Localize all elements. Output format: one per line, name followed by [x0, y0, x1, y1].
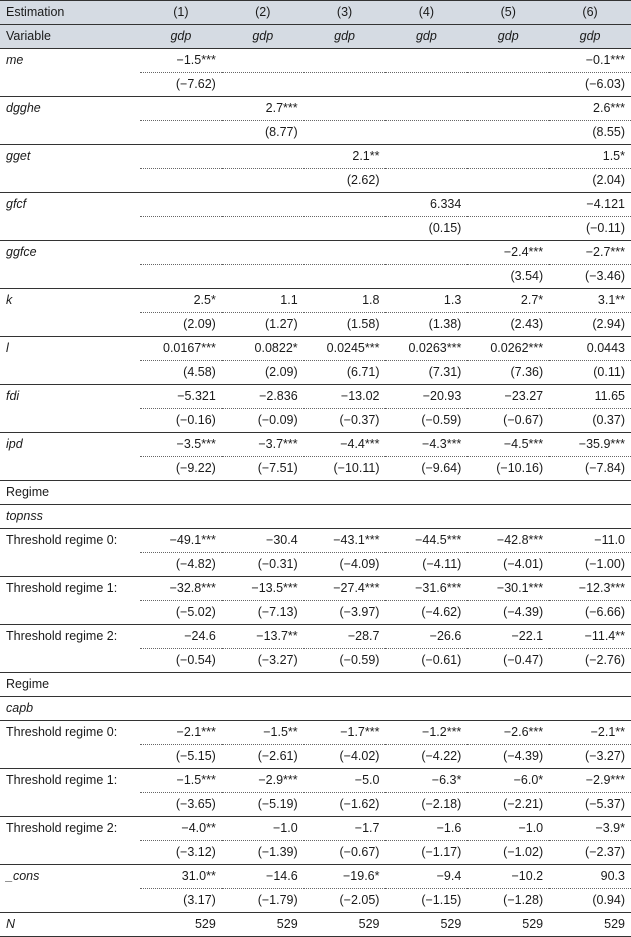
t-statistic-cell: (−2.61)	[222, 745, 304, 769]
row-label: gget	[6, 149, 31, 164]
column-number: (5)	[467, 1, 549, 25]
t-statistic-cell: (−1.28)	[467, 889, 549, 913]
t-statistic-cell: (1.38)	[385, 313, 467, 337]
coefficient-cell: −6.3*	[385, 769, 467, 793]
coefficient-cell: −0.1***	[549, 49, 631, 73]
coefficient-cell: −22.1	[467, 625, 549, 649]
coefficient-cell: −11.0	[549, 529, 631, 553]
coefficient-cell	[385, 145, 467, 169]
coefficient-cell	[140, 193, 222, 217]
regime-section-row	[0, 673, 631, 697]
regime-variable-row	[0, 697, 631, 721]
coefficient-cell: −1.0	[222, 817, 304, 841]
t-statistic-cell: (4.58)	[140, 361, 222, 385]
coefficient-cell	[140, 97, 222, 121]
t-statistic-cell: (−0.16)	[140, 409, 222, 433]
t-statistic-row	[0, 553, 631, 577]
regime-variable-row	[0, 505, 631, 529]
t-statistic-row	[0, 601, 631, 625]
coefficient-cell	[304, 97, 386, 121]
coefficient-cell	[467, 145, 549, 169]
t-statistic-cell	[222, 265, 304, 289]
coefficient-cell: −2.836	[222, 385, 304, 409]
dependent-variable: gdp	[222, 25, 304, 49]
coefficient-cell: 2.6***	[549, 97, 631, 121]
dependent-variable: gdp	[304, 25, 386, 49]
regime-label: Regime	[0, 673, 631, 697]
t-statistic-row	[0, 217, 631, 241]
row-label-empty	[0, 121, 140, 145]
t-statistic-cell	[467, 169, 549, 193]
row-label: k	[6, 293, 13, 308]
row-label: Threshold regime 0:	[6, 533, 118, 548]
coefficient-cell: 0.0443	[549, 337, 631, 361]
coefficient-cell	[140, 241, 222, 265]
row-label-empty	[0, 649, 140, 673]
dependent-variable: gdp	[140, 25, 222, 49]
coefficient-cell	[222, 193, 304, 217]
t-statistic-cell	[467, 121, 549, 145]
coefficient-cell: −19.6*	[304, 865, 386, 889]
coefficient-row	[0, 241, 631, 265]
t-statistic-cell: (−3.27)	[222, 649, 304, 673]
regime-label: Regime	[0, 481, 631, 505]
coefficient-cell: 3.1**	[549, 289, 631, 313]
row-label-empty	[0, 313, 140, 337]
t-statistic-cell: (8.55)	[549, 121, 631, 145]
coefficient-cell	[385, 97, 467, 121]
t-statistic-cell	[222, 73, 304, 97]
coefficient-cell: 0.0245***	[304, 337, 386, 361]
t-statistic-cell: (7.31)	[385, 361, 467, 385]
t-statistic-cell: (−5.19)	[222, 793, 304, 817]
observations-cell: 529	[304, 913, 386, 937]
coefficient-row	[0, 577, 631, 601]
t-statistic-cell: (1.27)	[222, 313, 304, 337]
coefficient-cell	[467, 193, 549, 217]
t-statistic-cell	[140, 169, 222, 193]
observations-cell: 529	[467, 913, 549, 937]
coefficient-cell: −42.8***	[467, 529, 549, 553]
coefficient-cell: 2.7***	[222, 97, 304, 121]
t-statistic-cell: (3.17)	[140, 889, 222, 913]
column-number: (6)	[549, 1, 631, 25]
coefficient-cell: −2.9***	[222, 769, 304, 793]
dependent-variable: gdp	[467, 25, 549, 49]
t-statistic-cell: (−0.67)	[304, 841, 386, 865]
t-statistic-cell: (−5.02)	[140, 601, 222, 625]
t-statistic-cell: (−0.31)	[222, 553, 304, 577]
header-row-variable	[0, 25, 631, 49]
coefficient-cell: −6.0*	[467, 769, 549, 793]
t-statistic-cell: (−7.84)	[549, 457, 631, 481]
t-statistic-cell	[467, 217, 549, 241]
t-statistic-cell: (2.43)	[467, 313, 549, 337]
coefficient-cell: −1.5**	[222, 721, 304, 745]
coefficient-cell	[304, 193, 386, 217]
t-statistic-cell: (2.62)	[304, 169, 386, 193]
row-label: l	[6, 341, 9, 356]
coefficient-cell	[304, 49, 386, 73]
t-statistic-cell: (−0.37)	[304, 409, 386, 433]
t-statistic-cell	[304, 217, 386, 241]
estimation-label: Estimation	[0, 1, 140, 25]
t-statistic-cell: (−5.15)	[140, 745, 222, 769]
regime-variable: capb	[0, 697, 631, 721]
row-label-empty	[0, 73, 140, 97]
coefficient-cell: 0.0822*	[222, 337, 304, 361]
t-statistic-cell: (−2.05)	[304, 889, 386, 913]
t-statistic-cell: (−4.39)	[467, 745, 549, 769]
coefficient-cell: −23.27	[467, 385, 549, 409]
coefficient-cell: −27.4***	[304, 577, 386, 601]
coefficient-cell: −44.5***	[385, 529, 467, 553]
t-statistic-cell: (−7.62)	[140, 73, 222, 97]
coefficient-cell: 1.3	[385, 289, 467, 313]
t-statistic-row	[0, 169, 631, 193]
t-statistic-cell	[304, 121, 386, 145]
coefficient-row	[0, 97, 631, 121]
coefficient-cell: 2.5*	[140, 289, 222, 313]
t-statistic-cell: (−3.97)	[304, 601, 386, 625]
t-statistic-cell: (−2.18)	[385, 793, 467, 817]
t-statistic-row	[0, 73, 631, 97]
coefficient-cell: −4.121	[549, 193, 631, 217]
t-statistic-cell: (−1.62)	[304, 793, 386, 817]
t-statistic-cell: (−7.13)	[222, 601, 304, 625]
t-statistic-cell: (−2.76)	[549, 649, 631, 673]
t-statistic-cell: (0.11)	[549, 361, 631, 385]
coefficient-cell: 6.334	[385, 193, 467, 217]
row-label-empty	[0, 409, 140, 433]
t-statistic-cell: (−4.02)	[304, 745, 386, 769]
t-statistic-cell	[140, 121, 222, 145]
coefficient-cell	[222, 49, 304, 73]
t-statistic-cell: (−4.62)	[385, 601, 467, 625]
row-label-empty	[0, 793, 140, 817]
observations-cell: 529	[222, 913, 304, 937]
coefficient-cell: −2.6***	[467, 721, 549, 745]
coefficient-row	[0, 769, 631, 793]
coefficient-row	[0, 145, 631, 169]
coefficient-cell: −3.5***	[140, 433, 222, 457]
t-statistic-cell: (−0.47)	[467, 649, 549, 673]
row-label-empty	[0, 553, 140, 577]
t-statistic-cell: (−0.61)	[385, 649, 467, 673]
row-label-empty	[0, 361, 140, 385]
t-statistic-cell: (−0.54)	[140, 649, 222, 673]
row-label: Threshold regime 0:	[6, 725, 118, 740]
coefficient-cell: −4.3***	[385, 433, 467, 457]
t-statistic-cell: (−3.12)	[140, 841, 222, 865]
t-statistic-cell: (−4.22)	[385, 745, 467, 769]
coefficient-cell: −5.0	[304, 769, 386, 793]
coefficient-cell: −30.1***	[467, 577, 549, 601]
coefficient-cell: −1.7	[304, 817, 386, 841]
t-statistic-cell: (−4.11)	[385, 553, 467, 577]
t-statistic-cell: (−3.46)	[549, 265, 631, 289]
coefficient-cell: −1.2***	[385, 721, 467, 745]
t-statistic-cell: (1.58)	[304, 313, 386, 337]
coefficient-row	[0, 49, 631, 73]
t-statistic-row	[0, 793, 631, 817]
t-statistic-cell: (0.94)	[549, 889, 631, 913]
coefficient-cell: −11.4**	[549, 625, 631, 649]
t-statistic-cell: (−4.09)	[304, 553, 386, 577]
row-label: Threshold regime 1:	[6, 773, 118, 788]
t-statistic-cell	[385, 265, 467, 289]
t-statistic-cell: (−1.39)	[222, 841, 304, 865]
coefficient-cell: −43.1***	[304, 529, 386, 553]
column-number: (4)	[385, 1, 467, 25]
row-label: ipd	[6, 437, 23, 452]
coefficient-row	[0, 817, 631, 841]
t-statistic-cell	[222, 217, 304, 241]
coefficient-cell: −2.1***	[140, 721, 222, 745]
coefficient-cell: −20.93	[385, 385, 467, 409]
row-label-empty	[0, 457, 140, 481]
coefficient-row	[0, 433, 631, 457]
t-statistic-cell: (−1.00)	[549, 553, 631, 577]
coefficient-cell: −1.6	[385, 817, 467, 841]
coefficient-cell: −5.321	[140, 385, 222, 409]
coefficient-cell: 0.0167***	[140, 337, 222, 361]
coefficient-cell: −2.9***	[549, 769, 631, 793]
row-label-empty	[0, 217, 140, 241]
t-statistic-cell: (−0.11)	[549, 217, 631, 241]
coefficient-cell: −12.3***	[549, 577, 631, 601]
observations-row	[0, 913, 631, 937]
t-statistic-cell: (−1.15)	[385, 889, 467, 913]
t-statistic-cell: (−4.01)	[467, 553, 549, 577]
t-statistic-cell: (2.04)	[549, 169, 631, 193]
t-statistic-cell	[140, 265, 222, 289]
coefficient-cell: −2.7***	[549, 241, 631, 265]
t-statistic-cell: (−6.03)	[549, 73, 631, 97]
coefficient-row	[0, 385, 631, 409]
t-statistic-row	[0, 841, 631, 865]
column-number: (2)	[222, 1, 304, 25]
t-statistic-cell	[467, 73, 549, 97]
coefficient-cell: −49.1***	[140, 529, 222, 553]
t-statistic-row	[0, 409, 631, 433]
coefficient-cell	[467, 49, 549, 73]
t-statistic-cell: (−9.64)	[385, 457, 467, 481]
coefficient-row	[0, 865, 631, 889]
t-statistic-cell: (−0.59)	[304, 649, 386, 673]
coefficient-cell	[467, 97, 549, 121]
t-statistic-row	[0, 265, 631, 289]
coefficient-cell: −28.7	[304, 625, 386, 649]
coefficient-cell: −1.5***	[140, 49, 222, 73]
coefficient-cell: −3.9*	[549, 817, 631, 841]
coefficient-cell: −2.1**	[549, 721, 631, 745]
t-statistic-cell: (−1.02)	[467, 841, 549, 865]
header-row-estimation	[0, 1, 631, 25]
coefficient-cell: −13.7**	[222, 625, 304, 649]
coefficient-cell: 1.8	[304, 289, 386, 313]
row-label: N	[0, 913, 140, 937]
coefficient-cell: −26.6	[385, 625, 467, 649]
t-statistic-row	[0, 649, 631, 673]
row-label-empty	[0, 265, 140, 289]
t-statistic-cell: (2.09)	[222, 361, 304, 385]
variable-label: Variable	[0, 25, 140, 49]
t-statistic-cell: (0.37)	[549, 409, 631, 433]
t-statistic-cell	[304, 73, 386, 97]
coefficient-row	[0, 529, 631, 553]
coefficient-row	[0, 337, 631, 361]
coefficient-cell: 2.7*	[467, 289, 549, 313]
observations-cell: 529	[140, 913, 222, 937]
t-statistic-row	[0, 121, 631, 145]
t-statistic-cell: (7.36)	[467, 361, 549, 385]
coefficient-row	[0, 625, 631, 649]
coefficient-cell: −1.0	[467, 817, 549, 841]
coefficient-cell: −4.5***	[467, 433, 549, 457]
t-statistic-cell: (−9.22)	[140, 457, 222, 481]
row-label: gfcf	[6, 197, 27, 212]
regime-section-row	[0, 481, 631, 505]
row-label: ggfce	[6, 245, 37, 260]
coefficient-cell: 0.0263***	[385, 337, 467, 361]
row-label: Threshold regime 2:	[6, 629, 118, 644]
coefficient-cell: −35.9***	[549, 433, 631, 457]
row-label-empty	[0, 601, 140, 625]
coefficient-cell: 2.1**	[304, 145, 386, 169]
observations-cell: 529	[549, 913, 631, 937]
coefficient-cell	[222, 241, 304, 265]
t-statistic-cell: (−1.79)	[222, 889, 304, 913]
coefficient-cell: −14.6	[222, 865, 304, 889]
dependent-variable: gdp	[549, 25, 631, 49]
t-statistic-cell: (−0.67)	[467, 409, 549, 433]
coefficient-cell	[222, 145, 304, 169]
t-statistic-row	[0, 889, 631, 913]
t-statistic-cell: (−10.16)	[467, 457, 549, 481]
t-statistic-row	[0, 313, 631, 337]
t-statistic-row	[0, 361, 631, 385]
t-statistic-cell: (2.09)	[140, 313, 222, 337]
coefficient-cell: −31.6***	[385, 577, 467, 601]
row-label: _cons	[6, 869, 40, 884]
coefficient-cell: −32.8***	[140, 577, 222, 601]
coefficient-cell: −2.4***	[467, 241, 549, 265]
coefficient-cell: −1.5***	[140, 769, 222, 793]
t-statistic-cell: (2.94)	[549, 313, 631, 337]
coefficient-cell	[385, 49, 467, 73]
t-statistic-cell	[385, 73, 467, 97]
t-statistic-cell: (−3.27)	[549, 745, 631, 769]
dependent-variable: gdp	[385, 25, 467, 49]
coefficient-cell: 31.0**	[140, 865, 222, 889]
row-label: me	[6, 53, 24, 68]
regime-variable: topnss	[0, 505, 631, 529]
row-label-empty	[0, 169, 140, 193]
t-statistic-cell: (−5.37)	[549, 793, 631, 817]
t-statistic-cell: (−2.21)	[467, 793, 549, 817]
observations-cell: 529	[385, 913, 467, 937]
t-statistic-cell	[385, 169, 467, 193]
coefficient-cell: 1.5*	[549, 145, 631, 169]
t-statistic-cell: (−0.59)	[385, 409, 467, 433]
t-statistic-cell: (−1.17)	[385, 841, 467, 865]
row-label-empty	[0, 841, 140, 865]
row-label: fdi	[6, 389, 20, 404]
t-statistic-cell	[222, 169, 304, 193]
column-number: (3)	[304, 1, 386, 25]
row-label: Threshold regime 2:	[6, 821, 118, 836]
t-statistic-cell	[385, 121, 467, 145]
row-label: Threshold regime 1:	[6, 581, 118, 596]
t-statistic-cell: (−7.51)	[222, 457, 304, 481]
t-statistic-row	[0, 457, 631, 481]
coefficient-cell: 11.65	[549, 385, 631, 409]
t-statistic-cell: (6.71)	[304, 361, 386, 385]
coefficient-cell: 0.0262***	[467, 337, 549, 361]
t-statistic-cell: (8.77)	[222, 121, 304, 145]
coefficient-cell: −10.2	[467, 865, 549, 889]
coefficient-cell: −4.0**	[140, 817, 222, 841]
t-statistic-cell: (−0.09)	[222, 409, 304, 433]
coefficient-cell	[304, 241, 386, 265]
t-statistic-cell: (−6.66)	[549, 601, 631, 625]
row-label-empty	[0, 745, 140, 769]
coefficient-cell: −3.7***	[222, 433, 304, 457]
coefficient-cell: 90.3	[549, 865, 631, 889]
coefficient-cell: −1.7***	[304, 721, 386, 745]
coefficient-cell	[140, 145, 222, 169]
t-statistic-cell: (−2.37)	[549, 841, 631, 865]
coefficient-cell: −13.02	[304, 385, 386, 409]
t-statistic-row	[0, 745, 631, 769]
t-statistic-cell: (0.15)	[385, 217, 467, 241]
t-statistic-cell	[140, 217, 222, 241]
coefficient-cell: −30.4	[222, 529, 304, 553]
coefficient-cell: −13.5***	[222, 577, 304, 601]
t-statistic-cell: (−4.82)	[140, 553, 222, 577]
coefficient-row	[0, 193, 631, 217]
coefficient-cell: −24.6	[140, 625, 222, 649]
coefficient-row	[0, 289, 631, 313]
row-label: dgghe	[6, 101, 41, 116]
coefficient-cell	[385, 241, 467, 265]
coefficient-row	[0, 721, 631, 745]
coefficient-cell: −9.4	[385, 865, 467, 889]
t-statistic-cell: (−10.11)	[304, 457, 386, 481]
row-label-empty	[0, 889, 140, 913]
coefficient-cell: 1.1	[222, 289, 304, 313]
coefficient-cell: −4.4***	[304, 433, 386, 457]
t-statistic-cell	[304, 265, 386, 289]
column-number: (1)	[140, 1, 222, 25]
t-statistic-cell: (3.54)	[467, 265, 549, 289]
t-statistic-cell: (−4.39)	[467, 601, 549, 625]
t-statistic-cell: (−3.65)	[140, 793, 222, 817]
